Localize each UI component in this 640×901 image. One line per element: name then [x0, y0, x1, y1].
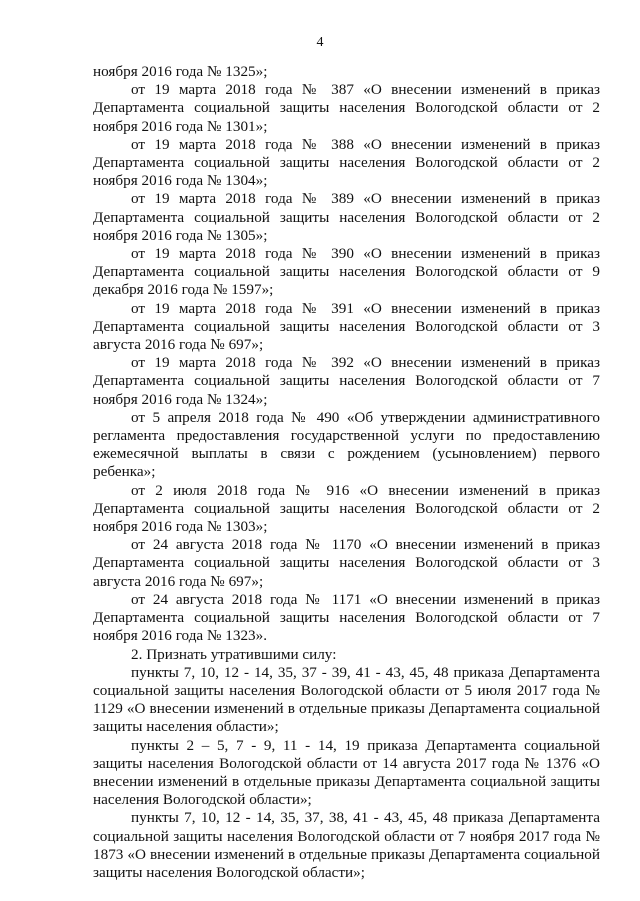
paragraph-order-490: от 5 апреля 2018 года № 490 «Об утверждении административного регламента предоставления государственной услуги по предоставлению ежемесячной выплаты в связи с рождением (усыновлением) первого ребенка»;	[93, 408, 600, 481]
document-body	[93, 63, 600, 882]
page-number: 4	[316, 35, 324, 50]
paragraph-order-1170: от 24 августа 2018 года № 1170 «О внесении изменений в приказ Департамента социальной защиты населения Вологодской области от 3 августа 2016 года № 697»;	[93, 536, 600, 590]
paragraph-order-916: от 2 июля 2018 года № 916 «О внесении изменений в приказ Департамента социальной защиты населения Вологодской области от 2 ноября 2016 года № 1303»;	[93, 481, 600, 536]
paragraph-order-387: от 19 марта 2018 года № 387 «О внесении изменений в приказ Департамента социальной защиты населения Вологодской области от 2 ноября 2016 года № 1301»;	[93, 81, 600, 135]
section-2-heading: 2. Признать утратившими силу:	[131, 645, 337, 663]
paragraph-repeal-1129: пункты 7, 10, 12 - 14, 35, 37 - 39, 41 - 43, 45, 48 приказа Департамента социальной защиты населения Вологодской области от 5 июля 2017 года № 1129 «О внесении изменений в отдельные приказы Департамента социальной защиты населения области»;	[93, 663, 600, 736]
paragraph-order-390: от 19 марта 2018 года № 390 «О внесении изменений в приказ Департамента социальной защиты населения Вологодской области от 9 декабря 2016 года № 1597»;	[93, 245, 600, 299]
paragraph-repeal-1873: пункты 7, 10, 12 - 14, 35, 37, 38, 41 - 43, 45, 48 приказа Департамента социальной защиты населения Вологодской области от 7 ноября 2017 года № 1873 «О внесении изменений в отдельные приказы Департамента социальной защиты населения Вологодской области»;	[93, 809, 600, 881]
paragraph-continuation: ноября 2016 года № 1325»;	[93, 63, 268, 80]
paragraph-order-389: от 19 марта 2018 года № 389 «О внесении изменений в приказ Департамента социальной защиты населения Вологодской области от 2 ноября 2016 года № 1305»;	[93, 190, 600, 244]
paragraph-repeal-1376: пункты 2 – 5, 7 - 9, 11 - 14, 19 приказа Департамента социальной защиты населения Вологодской области от 14 августа 2017 года № 1376 «О внесении изменений в отдельные приказы Департамента социальной защиты населения Вологодской области»;	[93, 736, 600, 809]
paragraph-order-1171: от 24 августа 2018 года № 1171 «О внесении изменений в приказ Департамента социальной защиты населения Вологодской области от 7 ноября 2016 года № 1323».	[93, 590, 600, 645]
paragraph-order-392: от 19 марта 2018 года № 392 «О внесении изменений в приказ Департамента социальной защиты населения Вологодской области от 7 ноября 2016 года № 1324»;	[93, 354, 600, 408]
paragraph-order-391: от 19 марта 2018 года № 391 «О внесении изменений в приказ Департамента социальной защиты населения Вологодской области от 3 августа 2016 года № 697»;	[93, 299, 600, 354]
paragraph-order-388: от 19 марта 2018 года № 388 «О внесении изменений в приказ Департамента социальной защиты населения Вологодской области от 2 ноября 2016 года № 1304»;	[93, 135, 600, 190]
